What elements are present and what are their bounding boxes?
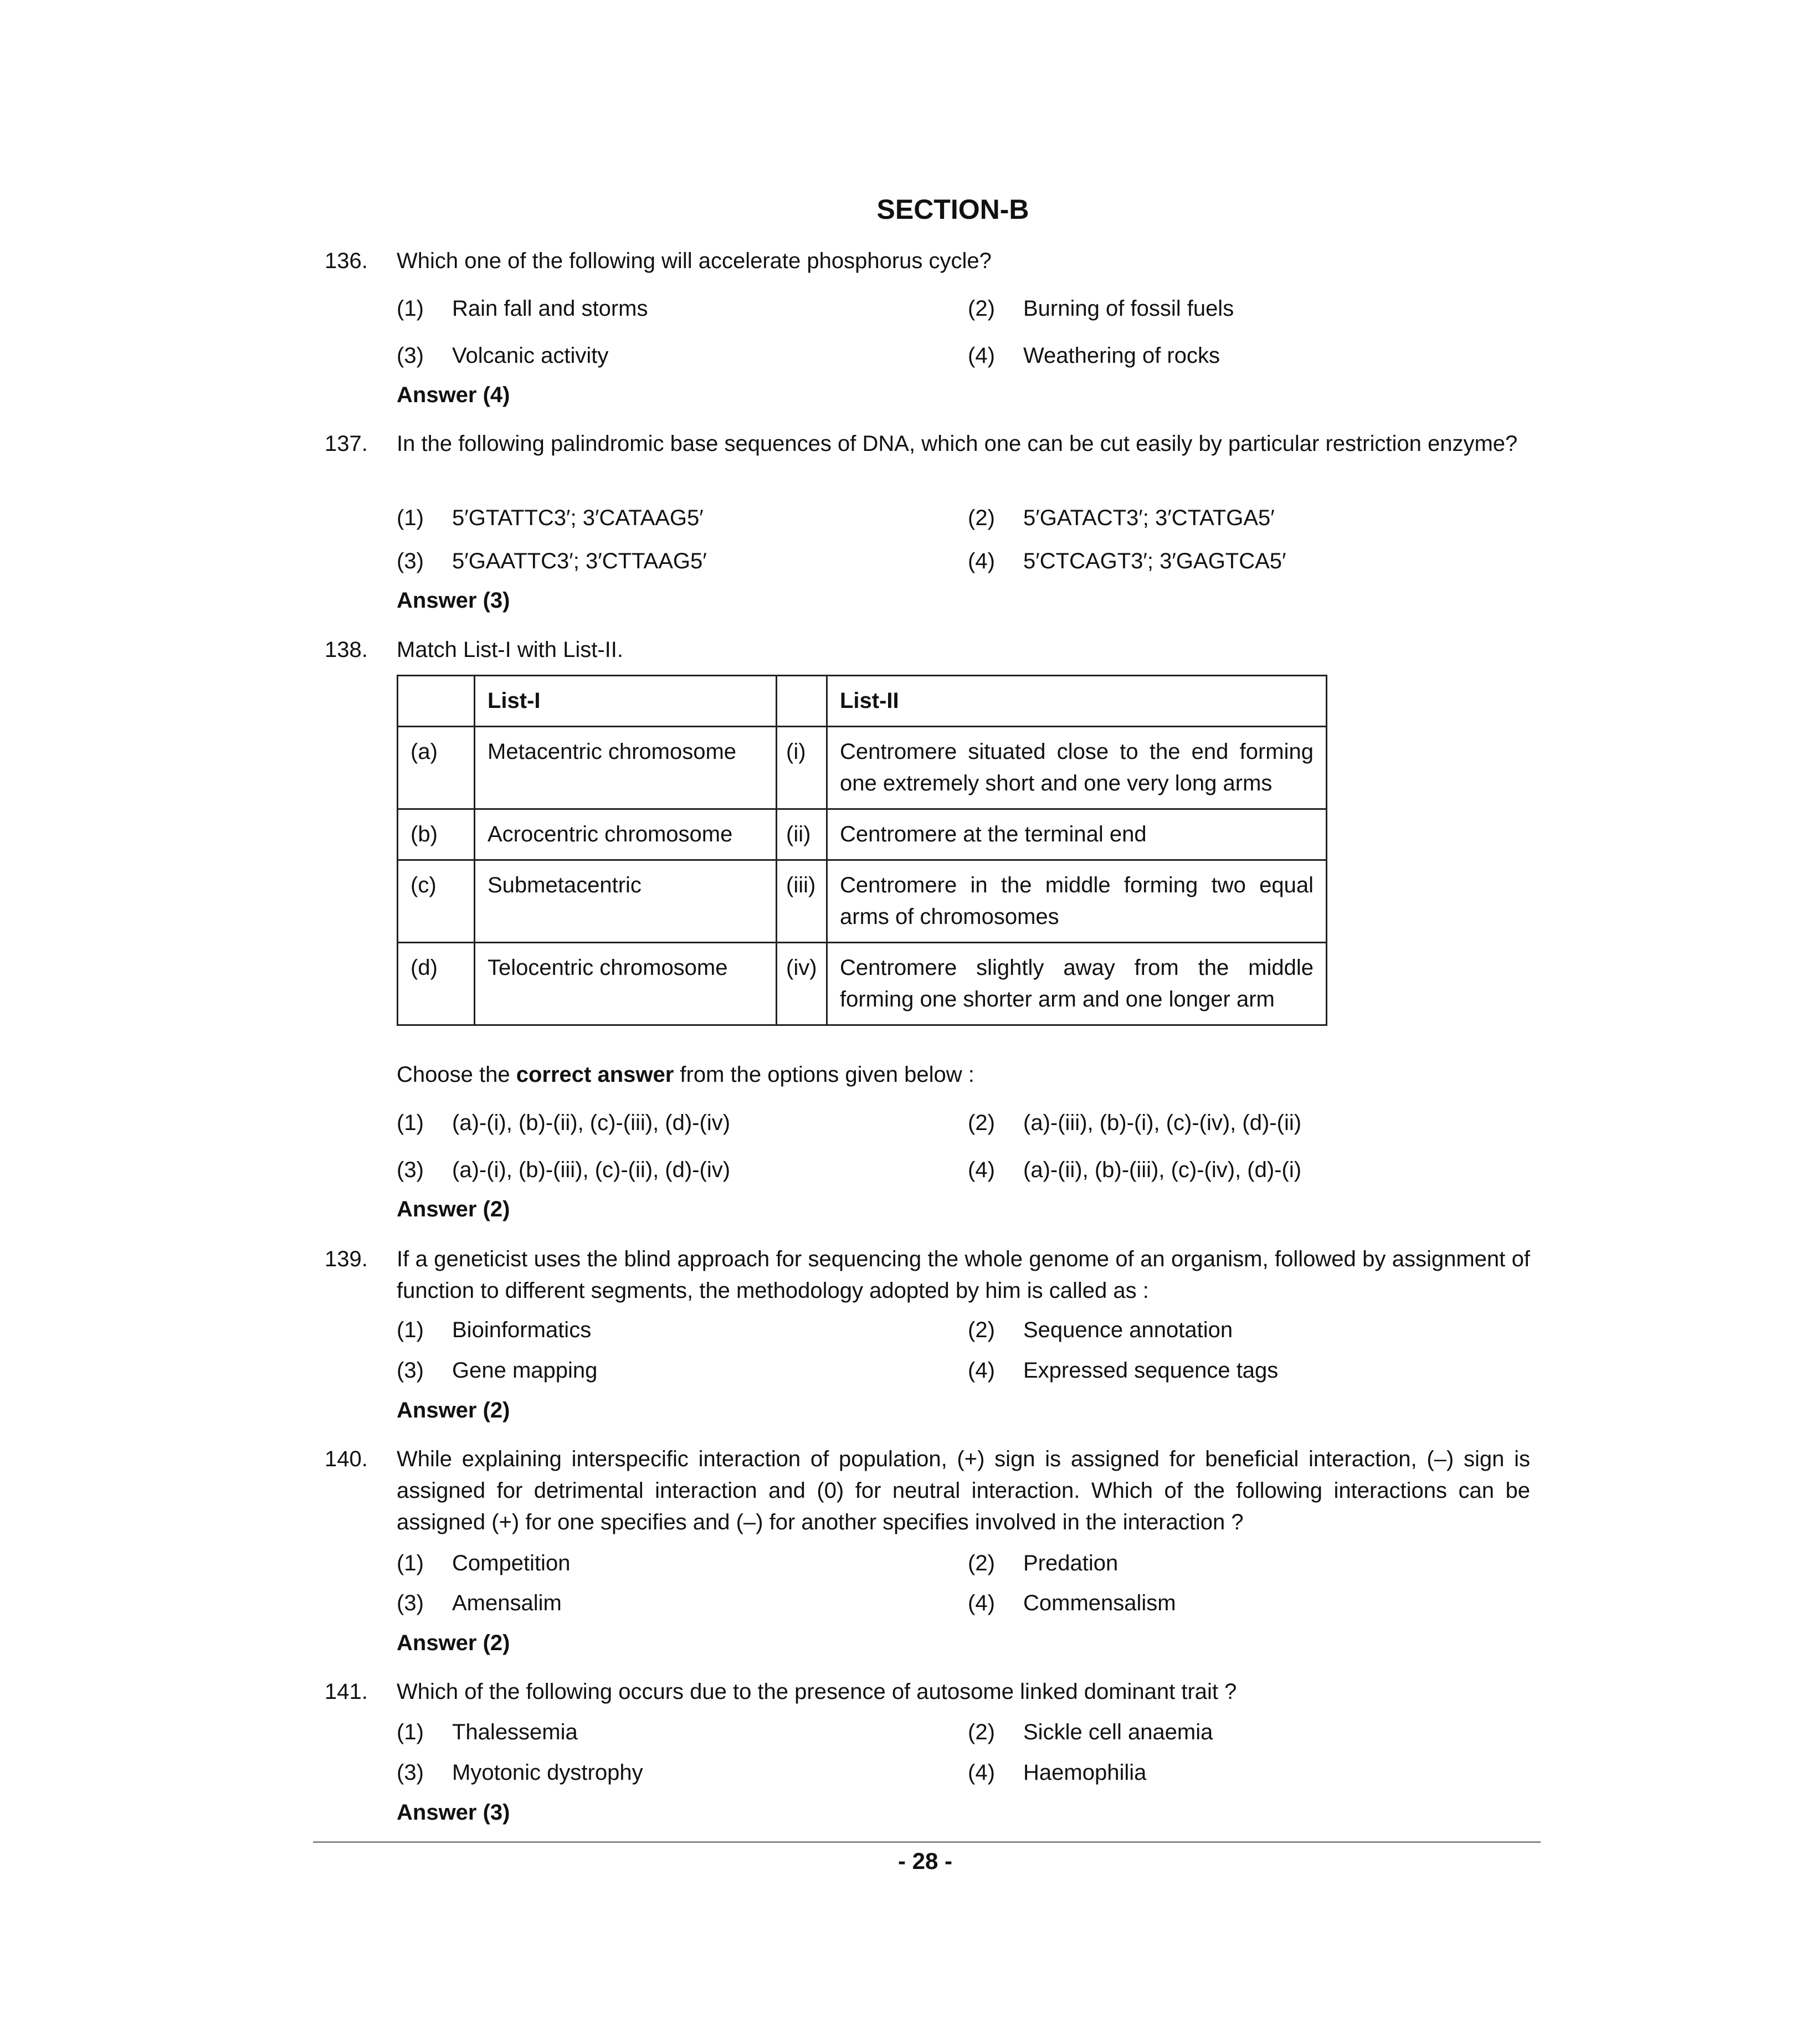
option-4: (4) Expressed sequence tags xyxy=(968,1358,1279,1383)
question-number: 139. xyxy=(325,1247,368,1271)
list-1-item: Submetacentric xyxy=(475,860,777,943)
option-3: (3) Amensalim xyxy=(397,1591,562,1615)
question-text: While explaining interspecific interaction of population, (+) sign is assigned for beneficial interaction, (–) sign is assigned for detrimental interaction and (0) for neutral interaction. Which of the following interactions can be assigned (+) for one specifies and (–) for another specifies involved in the interaction ? xyxy=(397,1447,1530,1534)
option-1: (1) Thalessemia xyxy=(397,1720,578,1744)
option-4: (4) (a)-(ii), (b)-(iii), (c)-(iv), (d)-(i) xyxy=(968,1158,1302,1182)
option-3: (3) Volcanic activity xyxy=(397,343,609,368)
option-4: (4) Haemophilia xyxy=(968,1760,1147,1785)
answer-label: Answer (2) xyxy=(397,1631,510,1655)
option-2: (2) 5′GATACT3′; 3′CTATGA5′ xyxy=(968,506,1275,530)
section-title: SECTION-B xyxy=(876,194,1029,225)
table-row xyxy=(398,860,1327,943)
option-4: (4) Commensalism xyxy=(968,1591,1176,1615)
option-1: (1) Rain fall and storms xyxy=(397,296,648,321)
answer-label: Answer (3) xyxy=(397,1800,510,1825)
question-number: 136. xyxy=(325,249,368,273)
list-1-item: Metacentric chromosome xyxy=(475,727,777,809)
question-text: In the following palindromic base sequences of DNA, which one can be cut easily by particular restriction enzyme? xyxy=(397,432,1518,456)
row-label: (b) xyxy=(398,809,475,860)
option-2: (2) Sequence annotation xyxy=(968,1318,1233,1342)
question-number: 140. xyxy=(325,1447,368,1471)
option-1: (1) (a)-(i), (b)-(ii), (c)-(iii), (d)-(iv) xyxy=(397,1111,731,1135)
list-1-header: List-I xyxy=(475,676,777,727)
option-2: (2) Predation xyxy=(968,1551,1119,1575)
option-2: (2) Sickle cell anaemia xyxy=(968,1720,1213,1744)
option-4: (4) Weathering of rocks xyxy=(968,343,1220,368)
page-number: - 28 - xyxy=(897,1848,953,1874)
answer-label: Answer (4) xyxy=(397,383,510,407)
option-1: (1) 5′GTATTC3′; 3′CATAAG5′ xyxy=(397,506,704,530)
list-2-item: Centromere situated close to the end forming one extremely short and one very long arms xyxy=(827,727,1327,809)
question-text: If a geneticist uses the blind approach for sequencing the whole genome of an organism, followed by assignment of function to different segments, the methodology adopted by him is called as : xyxy=(397,1247,1530,1303)
row-roman: (iii) xyxy=(777,860,827,943)
list-2-item: Centromere in the middle forming two equal arms of chromosomes xyxy=(827,860,1327,943)
row-roman: (ii) xyxy=(777,809,827,860)
option-3: (3) 5′GAATTC3′; 3′CTTAAG5′ xyxy=(397,549,707,573)
option-4: (4) 5′CTCAGT3′; 3′GAGTCA5′ xyxy=(968,549,1286,573)
table-cell xyxy=(777,676,827,727)
option-3: (3) Gene mapping xyxy=(397,1358,598,1383)
list-2-item: Centromere at the terminal end xyxy=(827,809,1327,860)
row-roman: (i) xyxy=(777,727,827,809)
list-1-item: Acrocentric chromosome xyxy=(475,809,777,860)
option-2: (2) (a)-(iii), (b)-(i), (c)-(iv), (d)-(ii) xyxy=(968,1111,1302,1135)
answer-label: Answer (2) xyxy=(397,1398,510,1422)
list-1-item: Telocentric chromosome xyxy=(475,943,777,1025)
table-row xyxy=(398,943,1327,1025)
match-table xyxy=(397,675,1327,1026)
question-number: 141. xyxy=(325,1680,368,1704)
question-text: Which of the following occurs due to the presence of autosome linked dominant trait ? xyxy=(397,1680,1237,1704)
option-3: (3) (a)-(i), (b)-(iii), (c)-(ii), (d)-(iv) xyxy=(397,1158,731,1182)
option-2: (2) Burning of fossil fuels xyxy=(968,296,1234,321)
option-1: (1) Competition xyxy=(397,1551,571,1575)
table-header-row xyxy=(398,676,1327,727)
option-1: (1) Bioinformatics xyxy=(397,1318,592,1342)
table-row xyxy=(398,727,1327,809)
row-roman: (iv) xyxy=(777,943,827,1025)
question-text: Which one of the following will accelerate phosphorus cycle? xyxy=(397,249,992,273)
list-2-item: Centromere slightly away from the middle forming one shorter arm and one longer arm xyxy=(827,943,1327,1025)
row-label: (a) xyxy=(398,727,475,809)
option-3: (3) Myotonic dystrophy xyxy=(397,1760,643,1785)
question-number: 137. xyxy=(325,432,368,456)
row-label: (c) xyxy=(398,860,475,943)
choose-instruction: Choose the correct answer from the options given below : xyxy=(397,1062,974,1087)
question-number: 138. xyxy=(325,638,368,662)
row-label: (d) xyxy=(398,943,475,1025)
list-2-header: List-II xyxy=(827,676,1327,727)
answer-label: Answer (3) xyxy=(397,588,510,613)
question-text: Match List-I with List-II. xyxy=(397,638,623,662)
table-cell xyxy=(398,676,475,727)
footer-divider xyxy=(313,1841,1541,1843)
table-row xyxy=(398,809,1327,860)
answer-label: Answer (2) xyxy=(397,1197,510,1221)
